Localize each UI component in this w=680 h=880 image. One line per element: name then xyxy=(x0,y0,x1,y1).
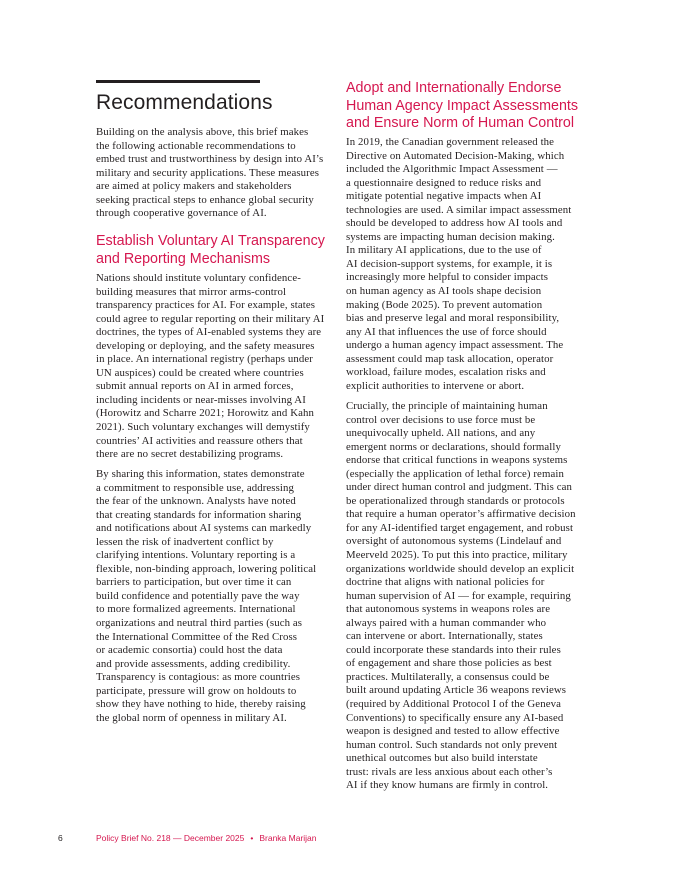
text-line: Transparency is contagious: as more countries xyxy=(96,671,301,684)
text-line: developing or deploying, and the safety measures xyxy=(96,339,315,352)
human-agency-paragraph-2 xyxy=(346,400,596,793)
text-line: under direct human control and judgment. This can xyxy=(346,481,572,494)
text-line: that creating standards for information sharing xyxy=(96,508,302,521)
text-line: mitigate potential negative impacts when AI xyxy=(346,190,542,203)
text-line: (required by Additional Protocol I of the Geneva xyxy=(346,698,561,711)
text-line: and Reporting Mechanisms xyxy=(96,250,271,267)
text-line: practices. Multilaterally, a consensus could be xyxy=(346,670,550,683)
footer-citation xyxy=(96,833,317,843)
text-line: Crucially, the principle of maintaining human xyxy=(346,400,548,412)
text-line: unethical outcomes but also build interstate xyxy=(346,752,538,765)
footer-separator: • xyxy=(250,833,254,843)
transparency-paragraph-1 xyxy=(96,272,346,462)
text-line: Building on the analysis above, this brief makes xyxy=(96,126,309,138)
text-line: barriers to participation, but over time it can xyxy=(96,576,292,589)
text-line: Meerveld 2025). To put this into practice, military xyxy=(346,549,568,562)
text-line: a commitment to responsible use, addressing xyxy=(96,481,295,494)
text-line: show they have nothing to hide, thereby raising xyxy=(96,698,306,711)
text-line: organizations worldwide should develop an explicit xyxy=(346,562,575,575)
text-line: Conventions) to specifically ensure any AI-based xyxy=(346,711,564,724)
text-line: that autonomous systems in weapons roles are xyxy=(346,603,551,616)
text-line: on human agency as AI tools shape decision xyxy=(346,285,542,298)
text-line: UN auspices) could be created where countries xyxy=(96,366,304,379)
text-line: making (Bode 2025). To prevent automation xyxy=(346,298,543,311)
text-line: clarifying intentions. Voluntary reporting is a xyxy=(96,549,296,562)
text-line: and notifications about AI systems can markedly xyxy=(96,522,312,535)
footer-author: Branka Marijan xyxy=(259,833,317,843)
text-line: emergent norms or declarations, should formally xyxy=(346,440,561,453)
text-line: lessen the risk of inadvertent conflict by xyxy=(96,535,274,548)
text-line: to more formalized agreements. International xyxy=(96,603,296,616)
text-line: military and security applications. These measures xyxy=(96,166,320,179)
text-line: could incorporate these standards into their rules xyxy=(346,643,561,656)
intro-paragraph xyxy=(96,126,346,221)
title-rule xyxy=(96,80,260,83)
footer-brief: Policy Brief No. 218 — December 2025 xyxy=(96,833,245,843)
text-line: building measures that mirror arms-control xyxy=(96,285,287,298)
text-line: Human Agency Impact Assessments xyxy=(346,97,579,114)
transparency-paragraph-2 xyxy=(96,468,346,725)
text-line: trust: rivals are less anxious about each other’s xyxy=(346,765,553,778)
text-line: should be developed to address how AI tools and xyxy=(346,217,563,230)
text-line: Establish Voluntary AI Transparency xyxy=(96,233,325,249)
text-line: that require a human operator’s affirmative decision xyxy=(346,508,576,521)
text-line: are aimed at policy makers and stakeholders xyxy=(96,180,292,193)
text-line: in place. An international registry (perhaps under xyxy=(96,353,313,366)
text-line: participate, pressure will grow on holdouts to xyxy=(96,684,297,697)
text-line: through cooperative governance of AI. xyxy=(96,207,267,220)
text-line: explicit authorities to intervene or abort. xyxy=(346,379,525,392)
text-line: the International Committee of the Red Cross xyxy=(96,630,298,643)
text-line: Nations should institute voluntary confidence- xyxy=(96,272,301,284)
text-line: included the Algorithmic Impact Assessment — xyxy=(346,163,558,176)
text-line: control over decisions to use force must be xyxy=(346,413,536,426)
text-line: (Horowitz and Scharre 2021; Horowitz and Kahn xyxy=(96,407,314,420)
text-line: or academic consortia) could host the data xyxy=(96,644,283,657)
text-line: Directive on Automated Decision-Making, which xyxy=(346,149,565,162)
text-line: including incidents or near-misses involving AI xyxy=(96,393,306,406)
text-line: systems are impacting human decision making. xyxy=(346,230,555,243)
text-line: AI decision-support systems, for example, it is xyxy=(346,257,553,270)
text-line: undergo a human agency impact assessment. The xyxy=(346,339,564,352)
text-line: transparency practices for AI. For example, states xyxy=(96,299,316,312)
text-line: workload, failure modes, escalation risks and xyxy=(346,366,546,379)
text-line: submit annual reports on AI in armed forces, xyxy=(96,380,294,393)
text-line: of engagement and share those policies as best xyxy=(346,657,552,670)
text-line: doctrine that aligns with national policies for xyxy=(346,576,545,589)
text-line: and provide assessments, adding credibility. xyxy=(96,657,291,670)
text-line: doctrines, the types of AI-enabled systems they are xyxy=(96,326,322,339)
text-line: be operationalized through standards or protocols xyxy=(346,494,565,507)
text-line: (especially the application of lethal force) remain xyxy=(346,467,564,480)
text-line: AI if they know humans are firmly in control. xyxy=(346,779,549,792)
text-line: By sharing this information, states demonstrate xyxy=(96,468,305,480)
text-line: and Ensure Norm of Human Control xyxy=(346,115,575,131)
text-line: human supervision of AI — for example, requiring xyxy=(346,589,571,602)
text-line: endorse that critical functions in weapons systems xyxy=(346,454,568,467)
text-line: technologies are used. A similar impact assessment xyxy=(346,203,572,216)
page-title: Recommendations xyxy=(96,91,273,114)
text-line: assessment could map task allocation, operator xyxy=(346,352,554,365)
section-heading-transparency xyxy=(96,233,346,268)
text-line: can intervene or abort. Internationally, states xyxy=(346,630,543,643)
text-line: the following actionable recommendations to xyxy=(96,139,296,152)
text-line: always paired with a human commander who xyxy=(346,616,547,629)
text-line: the fear of the unknown. Analysts have noted xyxy=(96,495,296,508)
text-line: oversight of autonomous systems (Lindelauf and xyxy=(346,535,562,548)
human-agency-paragraph-1 xyxy=(346,136,596,393)
text-line: the global norm of openness in military AI. xyxy=(96,711,287,724)
text-line: human control. Such standards not only prevent xyxy=(346,738,558,751)
text-line: Adopt and Internationally Endorse xyxy=(346,80,562,96)
text-line: there are no secret destabilizing programs. xyxy=(96,448,284,461)
text-line: bias and preserve legal and moral responsibility, xyxy=(346,312,560,325)
text-line: 2021). Such voluntary exchanges will demystify xyxy=(96,421,310,434)
text-line: increasingly more helpful to consider impacts xyxy=(346,271,549,284)
text-line: unequivocally upheld. All nations, and any xyxy=(346,427,536,440)
text-line: organizations and neutral third parties (such as xyxy=(96,617,303,630)
text-line: for any AI-identified target engagement, and robust xyxy=(346,521,574,534)
text-line: countries’ AI activities and reassure others that xyxy=(96,434,303,447)
page-number: 6 xyxy=(58,833,63,843)
text-line: build confidence and potentially pave the way xyxy=(96,589,300,602)
text-line: flexible, non-binding approach, lowering political xyxy=(96,562,317,575)
text-line: In military AI applications, due to the use of xyxy=(346,244,542,257)
text-line: could agree to regular reporting on their military AI xyxy=(96,312,325,325)
section-heading-human-agency xyxy=(346,80,596,133)
text-line: built around updating Article 36 weapons reviews xyxy=(346,684,567,697)
text-line: seeking practical steps to enhance global security xyxy=(96,193,314,206)
text-line: weapon is designed and tested to allow effective xyxy=(346,725,560,738)
text-line: embed trust and trustworthiness by design into AI’s xyxy=(96,153,324,166)
text-line: a questionnaire designed to reduce risks and xyxy=(346,176,542,189)
text-line: any AI that influences the use of force should xyxy=(346,325,547,338)
text-line: In 2019, the Canadian government released the xyxy=(346,136,555,148)
